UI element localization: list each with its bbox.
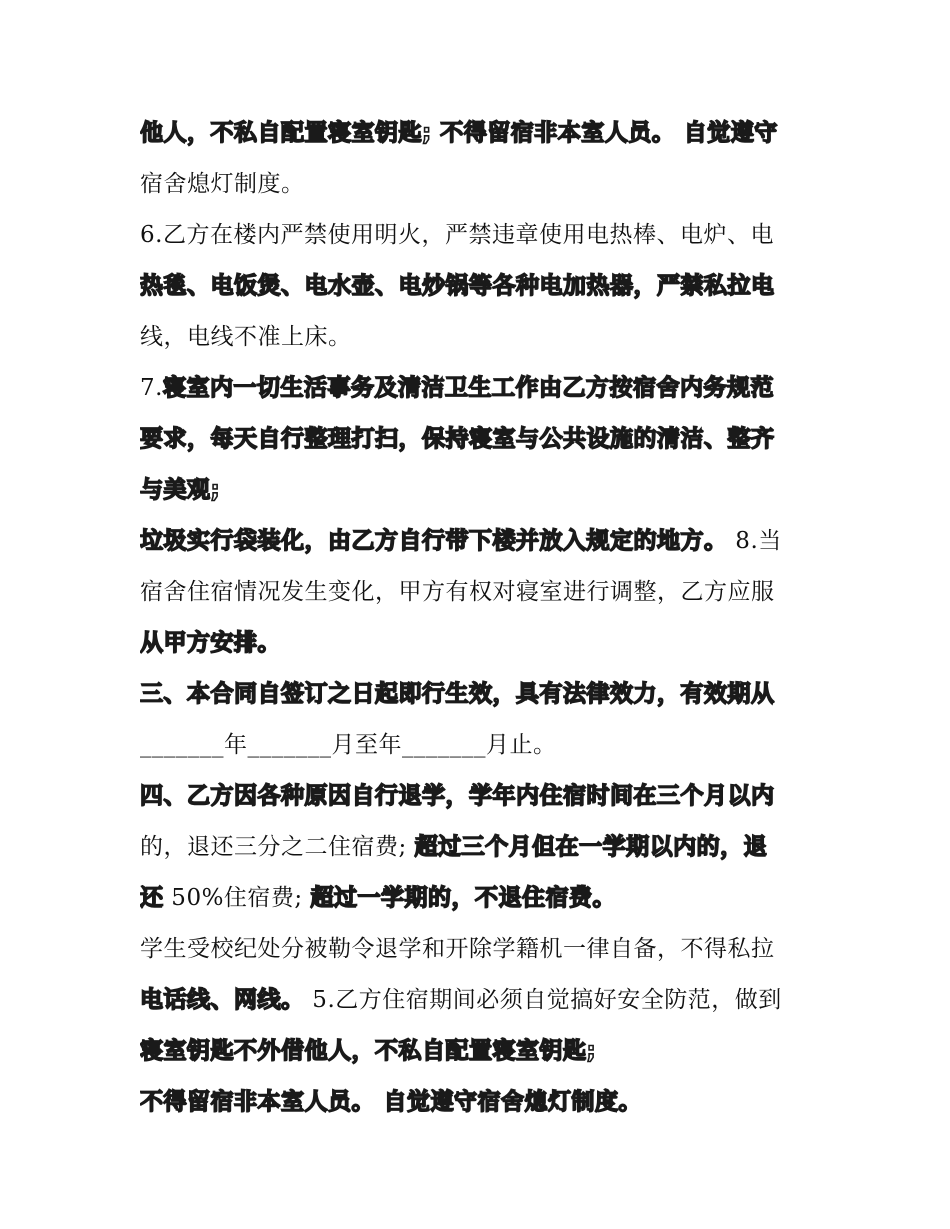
text-line <box>140 569 820 620</box>
text-line <box>140 314 820 365</box>
outlined-text-segment: 寝室钥匙不外借他人，不私自配置寝室钥匙; <box>140 1038 597 1064</box>
text-line <box>140 365 820 416</box>
text-line <box>140 671 820 722</box>
text-line <box>140 722 820 773</box>
text-segment: 7. <box>140 375 163 401</box>
outlined-text-segment: 三、本合同自签订之日起即行生效，具有法律效力，有效期从 <box>140 681 775 707</box>
text-line <box>140 977 820 1028</box>
text-segment: 宿舍住宿情况发生变化，甲方有权对寝室进行调整，乙方应服 <box>140 579 775 605</box>
outlined-text-segment: 垃圾实行袋装化，由乙方自行带下楼并放入规定的地方。 <box>140 528 728 554</box>
document-page <box>140 110 820 1130</box>
outlined-text-segment: 他人，不私自配置寝室钥匙; 不得留宿非本室人员。 自觉遵守 <box>140 120 778 146</box>
text-line <box>140 518 820 569</box>
outlined-text-segment: 超过一学期的，不退住宿费。 <box>310 885 616 911</box>
outlined-text-segment: 不得留宿非本室人员。 自觉遵守宿舍熄灯制度。 <box>140 1089 643 1115</box>
text-line <box>140 926 820 977</box>
outlined-text-segment: 寝室内一切生活事务及清洁卫生工作由乙方按宿舍内务规范 <box>162 375 774 401</box>
text-line <box>140 110 820 161</box>
outlined-text-segment: 还 <box>140 885 164 911</box>
text-segment: 6.乙方在楼内严禁使用明火，严禁违章使用电热棒、电炉、电 <box>140 222 774 248</box>
text-line <box>140 824 820 875</box>
outlined-text-segment: 要求，每天自行整理打扫，保持寝室与公共设施的清洁、整齐 <box>140 426 775 452</box>
text-segment: 8.当 <box>727 528 782 554</box>
outlined-text-segment: 从甲方安排。 <box>140 630 281 656</box>
text-line <box>140 467 820 518</box>
text-line <box>140 212 820 263</box>
text-segment: 宿舍熄灯制度。 <box>140 171 305 197</box>
text-segment: 的，退还三分之二住宿费; <box>140 834 415 860</box>
outlined-text-segment: 热毯、电饭煲、电水壶、电炒锅等各种电加热器，严禁私拉电 <box>140 273 775 299</box>
text-line <box>140 263 820 314</box>
text-segment: 学生受校纪处分被勒令退学和开除学籍机一律自备，不得私拉 <box>140 936 775 962</box>
text-line <box>140 620 820 671</box>
text-line <box>140 875 820 926</box>
text-segment: 5.乙方住宿期间必须自觉搞好安全防范，做到 <box>304 987 782 1013</box>
text-line <box>140 416 820 467</box>
outlined-text-segment: 超过三个月但在一学期以内的，退 <box>414 834 768 860</box>
text-segment: 50%住宿费; <box>163 885 311 911</box>
outlined-text-segment: 四、乙方因各种原因自行退学，学年内住宿时间在三个月以内 <box>140 783 775 809</box>
text-line <box>140 1028 820 1079</box>
outlined-text-segment: 电话线、网线。 <box>140 987 305 1013</box>
text-segment: _______年_______月至年_______月止。 <box>140 732 557 758</box>
outlined-text-segment: 与美观; <box>140 477 221 503</box>
text-line <box>140 773 820 824</box>
text-line <box>140 161 820 212</box>
text-line <box>140 1079 820 1130</box>
text-segment: 线，电线不准上床。 <box>140 324 352 350</box>
